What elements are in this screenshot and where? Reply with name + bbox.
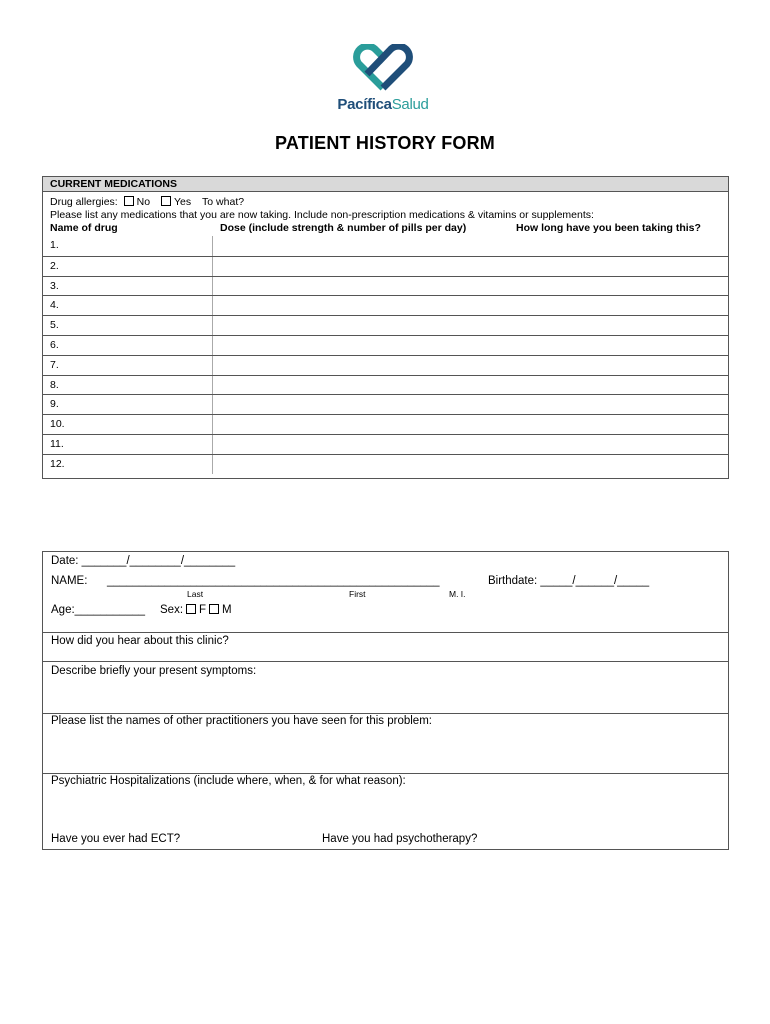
medication-row-number: 3. [50, 279, 59, 292]
medication-row[interactable] [43, 414, 728, 434]
hospitalizations-label: Psychiatric Hospitalizations (include where, when, & for what reason): [51, 775, 406, 787]
medications-column-headers [50, 222, 721, 235]
column-divider [212, 435, 213, 454]
drug-allergies-line [50, 196, 721, 209]
date-field[interactable]: Date: _______/________/________ [51, 555, 236, 567]
hear-about-clinic-label: How did you hear about this clinic? [51, 635, 229, 647]
medication-row-number: 11. [50, 437, 64, 450]
sex-m-checkbox[interactable] [209, 604, 219, 614]
heart-logo-icon [349, 44, 417, 92]
medication-row[interactable] [43, 355, 728, 375]
column-divider [212, 316, 213, 335]
medication-row-number: 4. [50, 299, 59, 312]
last-name-caption: Last [187, 589, 204, 599]
allergy-no-checkbox[interactable] [124, 196, 134, 206]
medication-row[interactable] [43, 315, 728, 335]
column-divider [212, 395, 213, 414]
medication-row-number: 10. [50, 418, 65, 431]
medication-row-number: 12. [50, 457, 65, 470]
medication-row[interactable] [43, 394, 728, 414]
present-symptoms-section[interactable] [43, 661, 728, 713]
birthdate-field[interactable]: Birthdate: _____/______/_____ [488, 575, 650, 587]
col-drug-header: Name of drug [50, 222, 118, 234]
column-divider [212, 415, 213, 434]
medications-instructions: Please list any medications that you are now taking. Include non-prescription medications & vitamins or supplements: [50, 209, 594, 221]
medication-row-number: 7. [50, 358, 59, 371]
psychotherapy-question: Have you had psychotherapy? [322, 833, 478, 845]
logo-name-light: Salud [391, 96, 429, 113]
col-dose-header: Dose (include strength & number of pills per day) [220, 222, 467, 234]
present-symptoms-label: Describe briefly your present symptoms: [51, 665, 257, 677]
patient-info-section [42, 551, 729, 850]
logo-name-bold: Pacífica [337, 96, 392, 113]
page-title: PATIENT HISTORY FORM [274, 133, 495, 153]
name-label: NAME: [51, 575, 88, 587]
medication-row[interactable] [43, 256, 728, 276]
medication-row[interactable] [43, 295, 728, 315]
sex-f-label: F [199, 604, 207, 616]
sex-group [160, 604, 232, 616]
medication-row[interactable] [43, 434, 728, 454]
allergy-yes-checkbox[interactable] [161, 196, 171, 206]
sex-m-label: M [222, 604, 232, 616]
drug-allergies-label: Drug allergies: [50, 196, 118, 208]
column-divider [212, 257, 213, 276]
medications-header: CURRENT MEDICATIONS [43, 177, 728, 192]
other-practitioners-section[interactable] [43, 713, 728, 773]
clinic-logo [333, 44, 433, 116]
sex-label: Sex: [160, 604, 184, 616]
medication-row-number: 5. [50, 319, 59, 332]
column-divider [212, 356, 213, 375]
column-divider [212, 336, 213, 355]
column-divider [212, 296, 213, 315]
patient-identity-section [43, 552, 728, 632]
medication-row-number: 6. [50, 338, 59, 351]
age-field[interactable]: Age:___________ [51, 604, 146, 616]
column-divider [212, 236, 213, 256]
medication-row-number: 9. [50, 398, 59, 411]
medication-row[interactable] [43, 454, 728, 474]
allergy-no-label: No [136, 196, 151, 208]
allergy-to-what-label: To what? [202, 196, 245, 208]
other-practitioners-label: Please list the names of other practitioners you have seen for this problem: [51, 715, 432, 727]
column-divider [212, 376, 213, 395]
sex-f-checkbox[interactable] [186, 604, 196, 614]
medication-row-number: 2. [50, 259, 59, 272]
logo-wordmark [333, 96, 433, 113]
column-divider [212, 277, 213, 296]
medication-row[interactable] [43, 276, 728, 296]
first-name-caption: First [349, 589, 366, 599]
medication-row[interactable] [43, 375, 728, 395]
current-medications-section [42, 176, 729, 479]
medication-row-number: 8. [50, 378, 59, 391]
medication-row[interactable] [43, 236, 728, 256]
medication-row[interactable] [43, 335, 728, 355]
col-duration-header: How long have you been taking this? [516, 222, 701, 234]
hospitalizations-section[interactable] [43, 773, 728, 849]
ect-question: Have you ever had ECT? [51, 833, 181, 845]
middle-initial-caption: M. I. [449, 589, 466, 599]
medications-intro [43, 192, 728, 236]
medications-table [43, 236, 728, 474]
name-field[interactable]: ____________________________________________________ [107, 575, 440, 587]
medication-row-number: 1. [50, 239, 59, 251]
column-divider [212, 455, 213, 474]
hear-about-clinic-section[interactable] [43, 632, 728, 661]
allergy-yes-label: Yes [173, 196, 192, 208]
